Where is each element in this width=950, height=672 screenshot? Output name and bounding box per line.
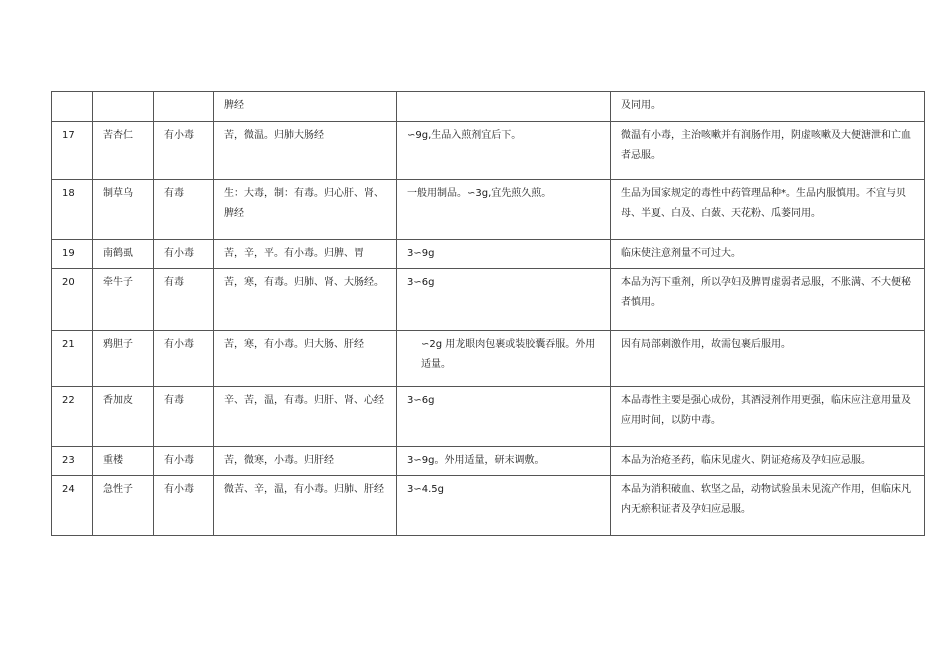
row-number: 23 — [52, 447, 93, 476]
notes: 因有局部刺激作用，故需包裹后服用。 — [611, 331, 925, 387]
notes: 微温有小毒，主治咳嗽并有润肠作用，阴虚咳嗽及大便溏泄和亡血者忌服。 — [611, 122, 925, 180]
table-row — [52, 387, 925, 447]
table-row — [52, 269, 925, 331]
toxicity-level: 有毒 — [154, 269, 214, 331]
notes: 本品为治疮圣药，临床见虚火、阴证疮疡及孕妇应忌服。 — [611, 447, 925, 476]
dosage: 3∽6g — [397, 269, 611, 331]
property-meridian: 微苦、辛，温，有小毒。归肺、肝经 — [214, 476, 397, 536]
herb-name: 苦杏仁 — [93, 122, 154, 180]
dosage: ∽2g 用龙眼肉包裹或装胶囊吞服。外用适量。 — [397, 331, 611, 387]
notes: 生品为国家规定的毒性中药管理品种*。生品内服慎用。不宜与贝母、半夏、白及、白蔹、天花粉、瓜蒌同用。 — [611, 180, 925, 240]
dosage: ∽9g,生品入煎剂宜后下。 — [397, 122, 611, 180]
table-row — [52, 122, 925, 180]
herb-name: 南鹤虱 — [93, 240, 154, 269]
toxicity-level: 有小毒 — [154, 447, 214, 476]
toxicity-level: 有毒 — [154, 387, 214, 447]
toxicity-level: 有小毒 — [154, 122, 214, 180]
herb-name: 急性子 — [93, 476, 154, 536]
row-number: 19 — [52, 240, 93, 269]
table-row — [52, 240, 925, 269]
dosage: 3∽6g — [397, 387, 611, 447]
herb-name: 重楼 — [93, 447, 154, 476]
toxicity-level — [154, 92, 214, 122]
herb-name: 牵牛子 — [93, 269, 154, 331]
toxicity-level: 有毒 — [154, 180, 214, 240]
notes: 本品为泻下重剂，所以孕妇及脾胃虚弱者忌服，不胀满、不大便秘者慎用。 — [611, 269, 925, 331]
dosage — [397, 92, 611, 122]
property-meridian: 脾经 — [214, 92, 397, 122]
row-number: 22 — [52, 387, 93, 447]
notes: 临床使注意剂量不可过大。 — [611, 240, 925, 269]
property-meridian: 辛、苦，温，有毒。归肝、肾、心经 — [214, 387, 397, 447]
toxicity-level: 有小毒 — [154, 331, 214, 387]
herb-name: 制草乌 — [93, 180, 154, 240]
dosage: 3∽9g。外用适量，研末调敷。 — [397, 447, 611, 476]
row-number: 20 — [52, 269, 93, 331]
notes: 本品为消积破血、软坚之品，动物试验虽未见流产作用，但临床凡内无瘀积证者及孕妇应忌服。 — [611, 476, 925, 536]
row-number: 24 — [52, 476, 93, 536]
table-row — [52, 447, 925, 476]
table-row — [52, 92, 925, 122]
property-meridian: 苦，微温。归肺大肠经 — [214, 122, 397, 180]
dosage: 3∽9g — [397, 240, 611, 269]
row-number: 18 — [52, 180, 93, 240]
property-meridian: 生：大毒，制：有毒。归心肝、肾、脾经 — [214, 180, 397, 240]
herb-toxicity-table — [51, 91, 925, 536]
row-number: 21 — [52, 331, 93, 387]
property-meridian: 苦，寒，有毒。归肺、肾、大肠经。 — [214, 269, 397, 331]
property-meridian: 苦，寒，有小毒。归大肠、肝经 — [214, 331, 397, 387]
property-meridian: 苦，辛，平。有小毒。归脾、胃 — [214, 240, 397, 269]
toxicity-level: 有小毒 — [154, 476, 214, 536]
notes: 本品毒性主要是强心成份，其酒浸剂作用更强，临床应注意用量及应用时间，以防中毒。 — [611, 387, 925, 447]
table-row — [52, 180, 925, 240]
notes: 及同用。 — [611, 92, 925, 122]
property-meridian: 苦，微寒，小毒。归肝经 — [214, 447, 397, 476]
table-row — [52, 476, 925, 536]
row-number: 17 — [52, 122, 93, 180]
herb-name — [93, 92, 154, 122]
dosage: 一般用制品。∽3g,宜先煎久煎。 — [397, 180, 611, 240]
herb-name: 鸦胆子 — [93, 331, 154, 387]
toxicity-level: 有小毒 — [154, 240, 214, 269]
herb-name: 香加皮 — [93, 387, 154, 447]
table-row — [52, 331, 925, 387]
row-number — [52, 92, 93, 122]
dosage: 3∽4.5g — [397, 476, 611, 536]
